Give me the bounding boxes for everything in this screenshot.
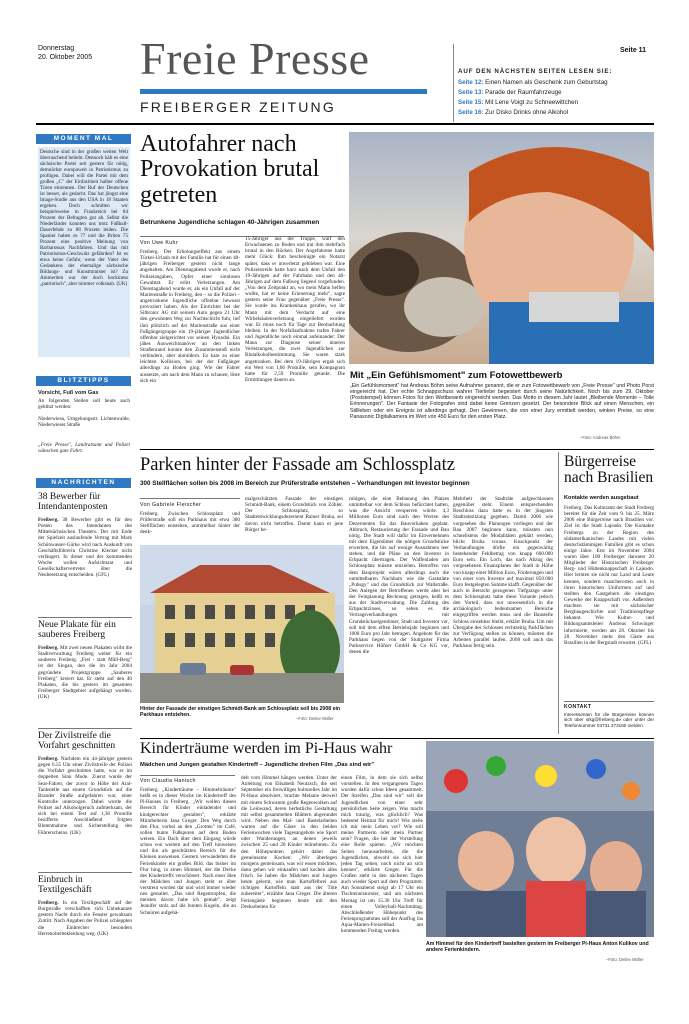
kontakt-label: KONTAKT xyxy=(564,704,592,710)
brasilien-subhead: Kontakte werden ausgebaut xyxy=(564,495,639,501)
contest-caption: „Ein Gefühlsmoment" hat Andreas Böhm seine Aufnahme genannt, die er zum Fotowettbewerb von „Freie Presse" und Photo Porst eingereicht hat. Der echte Schnappschuss wahrer Tierliebe begeistert durch seine Natürlichkeit. Noch bis zum 29. Oktober (Poststempel) können Fotos für den Wettbewerb eingereicht werden. Das Motto in diesem Jahr lautet „Bleibende Momente – Tolle Erinnerungen". Der Fantasie der Fotografen sind dabei keine Grenzen gesetzt. Der besondere Blick auf einen Menschen, ein Stillleben oder ein Ereignis ist allerdings gefragt. Den Gewinnern, die von einer Jury ermittelt werden, winken Preise, so eine Panasonic Digitalkamera im Wert von 450 Euro für den ersten Platz. xyxy=(350,383,654,420)
section-rule xyxy=(140,449,654,450)
masthead-blue-bar xyxy=(140,89,427,94)
divider xyxy=(564,701,654,702)
section-rule xyxy=(140,738,654,739)
news-title: Der Zivilstreife die Vorfahrt geschnitten xyxy=(38,731,116,751)
divider xyxy=(140,775,235,776)
blitztipps-label: BLITZTIPPS xyxy=(36,376,131,386)
blitztipps-heading: Vorsicht, Fuß vom Gas xyxy=(38,390,99,396)
lead-col-1: Freiberg. Der Erholungseffekt aus einem Türkei-Urlaub mit der Familie hat für einen 40-jährigen Freiberger gestern nicht lange angehalten. Am Dienstagabend wurde er, nach Polizeiangaben, Opfer einer sinnlosen Gewalttat. Er erlitt Verletzungen. Am Dienstagabend wurde er, als ein Unfall auf der Marienstraße in Freiberg, den – so die Polizei – angetrunkene Jugendliche offenbar bewusst provoziert haben. Als der Einrichter bei der Silbronic AG mit seinem Auto gegen 21 Uhr den gewohnten Weg zur Nachtschicht fuhr, lief ihm plötzlich auf der Marienstraße aus einer Fußgängergruppe ein 19-jähriger Jugendlicher offenbar zielgerichtet vor seinen Hyundai. Ein jähes Ausweichmanöver an den linken Straßenrand konnte den Zusammenstoß nicht verhindern, aber abmildern. Es kam zu einer leichten Kollision, bei der der Fußgänger allerdings zu Boden ging. Wie der Fahrer aussetzte, um nach dem Mann zu schauen, löste sich ein xyxy=(140,249,240,384)
kinder-caption: Am Himmel für den Kindertreff bastelten gestern im Freiberger Pi-Haus Anton Kulikov und andere Ferienkindern. xyxy=(426,941,649,953)
news-title: 38 Bewerber für Intendantenposten xyxy=(38,492,108,512)
building-icon xyxy=(140,545,344,703)
news-title: Neue Plakate für ein sauberes Freiberg xyxy=(38,620,116,640)
news-title: Einbruch in Textilgeschäft xyxy=(38,875,92,895)
kinder-credit: –Foto: Detlev Müller xyxy=(606,957,644,962)
masthead: Freie Presse xyxy=(140,33,370,84)
contest-credit: –Foto: Andreas Böhm xyxy=(580,435,621,440)
kinder-byline: Von Claudia Hanisch xyxy=(140,778,196,784)
issue-day: Donnerstag xyxy=(38,45,75,52)
page-number: Seite 11 xyxy=(620,47,647,54)
kontakt-text: Interessenten für die Bürgerreise können sich über stkg@freiberg.de oder unter der Telefonnummer 03731 273180 melden. xyxy=(564,712,654,728)
schloss-subhead: 300 Stellflächen sollen bis 2008 im Bereich zur Prüferstraße entstehen – Verhandlungen mit Investor beginnen xyxy=(140,480,470,487)
next-page-item[interactable]: Seite 16: Zur Disko Drinks ohne Alkohol xyxy=(458,109,569,116)
schloss-byline: Von Gabriele Fleischer xyxy=(140,502,202,508)
kinder-col-3: einen Film, in dem sie sich selbst vorstellen. In den vergangenen Tagen wurden dafür schon Ideen gesammelt. Der Streifen „Das sind wir" soll die Jugendlichen von einer sehr persönlichen Seite zeigen. Was macht mich traurig, was glücklich? Was bedeutet Heimat für mich? Wie stelle ich mir mein Leben vor? Wie soll meine Partnerin oder mein Partner sein? Fragen, die bei der Vorstellung eine Rolle spielen. „Wir möchten Seiten herausarbeiten, die die Jugendlichen, obwohl sie sich hier jeden Tag sehen, noch nicht an sich kennen", erklärte Greger. Für die Großen steht in den nächsten Tagen auch wieder Sport auf dem Programm: Am Sonnabend steigt ab 17 Uhr ein Tischtennisturnier, und am nächsten Montag ist um 15.30 Uhr Treff für einen Volleyball-Nachmittag. Abschließender Höhepunkt des Ferienprogrammes soll der Ausflug ins Aqua-Marien-Freizeitbad am kommenden Freitag werden. xyxy=(341,775,423,935)
next-page-item[interactable]: Seite 13: Parade der Raumfahrzeuge xyxy=(458,89,562,96)
lead-col-2: 15-Jähriger aus der Truppe, warf den Erwachsenen zu Boden und trat ihm mehrfach brutal in den Rücken. Der Angefahrene hatte mehr Glück: Ihm bescheinigte ein Notarzt später, dass er unverletzt geblieben war. Eine Polizeistreife hatte kurz nach dem Unfall den 19-Jährigen auf der Fahrbahn und den 40-Jährigen auf dem Fußweg liegend vorgefunden. „Von dem Zeitpunkt an, wo mein Mann helfen wollte, hat er keine Erinnerung mehr", sagte gestern seine Frau gegenüber „Freie Presse". Sie wurde ins Krankenhaus gerufen, wo ihr Mann mit dem Verdacht auf eine Wirbelsäulenverletzung eingeliefert worden war. Er muss noch für Tage zur Beobachtung bleiben. In der Notfallaufnahme trafen Fahrer und Jugendliche noch einmal aufeinander: Der Mann zur Diagnose seiner inneren Verletzungen, die zwei Jugendlichen zur Blutalkoholbestimmung. Sie waren stark angetrunken. Bei dem 19-Jährigen ergab sich ein Wert von 1,06 Promille, sein Kompagnon hatte für 2,59 Promille getankt. Die Ermittlungen dauern an. xyxy=(245,236,345,383)
kinder-col-2: delt vom Himmel hängen werden. Unter der Anleitung von Elisabeth Neutzsch, die seit September ein freiwilliges kulturelles Jahr im Pi-Haus absolviert, brachte Melanie derweil mit einem Schwamm große Regenwolken auf die Leinwand, deren herbstliche Gestaltung mit selbst gesammelten Blättern abgerundet wird. Neben den Mal- und Bastelarbeiten warten auf die Gäste in den beiden Ferienwochen viele Tagesangebote wie Sport oder Wanderungen, an denen jeweils zwischen 25 und 20 Kinder teilnehmen. Zu den Höhepunkten gehört dabei das gemeinsame Kochen: „Wir überlegen morgens gemeinsam, was wir essen möchten, dann gehen wir einkaufen und kochen alles frisch. So haben die Mädchen und Jungen heute gelernt, wie man Kartoffelbrei aus richtigen Kartoffeln statt aus der Tüte zubereitet", erzählte Jana Greger. Die älteren Feriengäste beginnen heute mit den Dreharbeiten für xyxy=(241,775,337,910)
blitztipps-intro: An folgenden Stellen soll heute auch geblitzt werden: xyxy=(38,398,130,411)
next-page-item[interactable]: Seite 15: Mit Lene Voigt zu Schneewittchen xyxy=(458,99,579,106)
brasilien-text: Freiberg. Das Kulturamt der Stadt Freiberg bereitet für die Zeit vom 9. bis 25. März 2006 eine Bürgerreise nach Brasilien vor. Ziel ist die Stadt Lajeado. Die Kontakte Freibergs zu der Region des südamerikanischen Landes mit vielen deutschstämmigen Familien gibt es schon einige Jahre. Erst im November 2004 waren über 100 Freiberger darunter 20 Mitglieder der Historischen Freiberger Berg- und Hüttenknappschaft in Lajeado. Hier lernten sie nicht nur Land und Leute kennen, sondern mancherorten auch in ihren historischen Uniformen auf und stellten den Gastgebern die einstigen Gewerke der Knappschaft vor. Außerdem machten sie mit sächsischer Bergbaugeschichte und Traditionspflege bekannt. Wie Kultur- und Bildungsamtsleiter Andreas Schwinger informierte, werden am 28. Oktober bis 28. November mehr den Gäste aus Brasilien in der Bergstadt erwartet. (GFL) xyxy=(564,505,654,646)
divider xyxy=(38,872,132,873)
divider xyxy=(38,728,132,729)
lead-subhead: Betrunkene Jugendliche schlagen 40-Jährigen zusammen xyxy=(140,219,320,226)
kinder-headline: Kinderträume werden im Pi-Haus wahr xyxy=(140,740,393,757)
news-body: Freiberg. In ein Textilgeschäft auf der Burgstraße verschafften sich Unbekannte gestern Nacht durch ein Fenster gewaltsam Zutritt. Nach Angaben der Polizei schleppten die Einbrecher besonders Herrenoberbekleidung weg. (UK) xyxy=(38,900,132,937)
kinder-subhead: Mädchen und Jungen gestalten Kindertreff – Jugendliche drehen Film „Das sind wir" xyxy=(140,762,375,768)
next-pages-list xyxy=(458,78,608,118)
lead-byline: Von Uwe Kuhr xyxy=(140,240,178,246)
children-icon xyxy=(426,741,654,937)
brasilien-headline: Bürgerreise nach Brasilien xyxy=(564,453,654,487)
divider xyxy=(38,617,132,618)
news-body: Freiberg. Nachdem ein 44-jähriger gestern gegen 6.55 Uhr einer Zivilstreife der Polizei die Vorfahrt geschnitten hatte, war er im doppelten Sinn Mode. Zuerst wurde der Seat-Fahrer, der zuvor in Höhe der Aral-Tankstelle aus einem Grundstück auf die Brander Straße aufgefahren war, einer Kontrolle unterzogen. Dabei wurde die Polizei auf Alkoholgeruch aufmerksam, der sich bei einem Test auf 1,36 Promille bezifferte. Anschließend folgten Blutentnahme und Sicherstellung des Führerscheins. (UK) xyxy=(38,756,132,836)
blitztipps-note: „Freie Presse", Landratsamt und Polizei wünschen gute Fahrt. xyxy=(38,442,130,455)
schloss-col-3: ruhigen, die eine Bebauung des Platzes unmittelbar vor dem Schloss befürchtet hatten, was die Ansicht versperren würde. 4,3 Millionen Euro sind nach den Worten des Dezernenten für das Bauvorhaben geplant. Abbruch, Restaurierung der Fassade und Bau nötig. Die Stadt will dafür im Einvernehmen mit dem Eigentümer die nötigen Grundstücke erwerben, die bis auf wenige Ausnahmen leer stehen, und die Pläne an den Investor in Erbpacht übertragen. Der Waffenladen am Schlossplatz müsste umziehen. Betroffen von dem Bauprojekt wären allerdings auch die unmittelbaren Nachbarn wie die Gaststätte „Pubsgy" und das Grundstück zur Wallstraße. Den Anlegen der Betroffenen werde aber bei der Feinplanung Rechnung getragen, heißt es aus der Stadtverwaltung. Die Zahlung des Erbpachtzinses, so sehen es die Vertragsverhandlungen mit Grundstückseigentümer, Stadt und Investor vor, soll mit dem elften Betriebsjahr beginnen und 1000 Euro pro Jahr betragen. Angebote für das Parkhaus liegen von der Stuttgarter Firma Parkservice Hüfner GmbH & Co KG vor, denen die xyxy=(349,496,449,656)
news-body: Freiberg. 38 Bewerber gibt es für den Posten des Intendanten des Mittelsächsischen Theaters. Der mit Ende der Spielzeit auslaufende Vertrag mit Mark Schönwasser-Gürke wird nach Auskunft von Geschäftsführerin Christine Klecker nicht verlängert. In dieser und der kommenden Woche wollen Aufsichtsrat und Gesellschaftervertreter über die Neubesetzung entscheiden. (GFL) xyxy=(38,517,132,579)
moment-mal-label: MOMENT MAL xyxy=(36,134,131,144)
schloss-headline: Parken hinter der Fassade am Schlossplatz xyxy=(140,455,455,475)
lead-headline: Autofahrer nach Provokation brutal getreten xyxy=(140,131,320,208)
news-body: Freiberg. Mit zwei neuen Plakaten wirbt die Stadtverwaltung Freiberg weiter für ein sauberes Freiberg. „Frei - statt Müll-Berg" ist der Slogan, den die im Jahr 2004 gegründete Projektgruppe „Sauberes Freiberg" kreiert hat. Er steht auf den 40 Plakaten, die bis gestern im gesamten Freiberger Stadtgebiet aufgehängt wurden. (UK) xyxy=(38,645,132,700)
contest-title: Mit „Ein Gefühlsmoment" zum Fotowettbewerb xyxy=(350,370,563,381)
schloss-caption: Hinter der Fassade der einstigen Schmidt-Bank am Schlossplatz soll bis 2008 ein Parkhaus entstehen. xyxy=(140,706,341,718)
moment-mal-text: Deutsche sind in der großen weiten Welt überraschend beliebt. Dennoch hält es eine sächsische Partei seit gestern für nötig, demnächst europaweit in Patriotismus zu prolligen. Dabei will die Partei mit dem großen „C" der Einfachheit halber offene Türen einrennen. Der Ruf der Deutschen ist besser, als gedacht. Das hat jüngst eine Image-Studie aus den USA in 18 Staaten ergeben. Doch schnitten wir beispielsweise in Frankreich bei 84 Prozent der Befragten gut ab. Selbst die Niederländer konnten uns trotz Fußball-Dauerfehde zu 88 Prozent leiden. Die Spanier haben es 77 und die Briten 75 Prozent eine positive Meinung von Barbarossas Nachfahren. Und das mit Patriotismus-Geschwätz gefährden? Ist es etwa keine Gefahr, wenn der Vater des Gedankens der ehemalige sächsische Bildungs- und Kunstminister ist? Zu Ammeriten war der doch bockiness „patriotisch", aber nimmer volksnah. (UK) xyxy=(38,147,130,357)
schloss-col-4: Mehrheit der Stadträte aufgeschlossen gegenüber steht. Einem entsprechenden Beschluss dazu hatte es in der jüngsten Stadtratssitzung gegeben. Damit 2006 wie vorgesehen die Planungen vorliegen und der Bau 2007 beginnen kann, müssten nun schnellstens die Modalitäten geklärt werden, blickt Bruha voraus. Knackpunkt der Verhandlungen dürfte ein gegenwärtig bestehender Fehlbetrag von knapp 600.000 Euro sein. Ein Loch, das nach Abzug des vorgesehenen Finanzplanes der Stadt in Höhe von knapp einer Million Euro, Förderungen und von einer vom Investor auf maximal 850.000 Euro festgelegten Summe klafft. Gegenüber der auch in Betracht gezogenen Tiefgarage unter dem Schlossplatz habe diese Variante jedoch den Vorteil, dass nur unwesentlich in die archäologisch bedeutsamen Bereiche eingegriffen werden muss und die Baustelle Schloss einsehbar bleibt, erklärt Bruha. Um mit Übergabe des Schlosses rechtzeitig Parkflächen zur Verfügung stellen zu können, müssten die Arbeiten parallel laufen. 2008 soll auch das Parkhaus fertig sein. xyxy=(453,496,553,649)
header-bottom-rule xyxy=(36,123,654,125)
next-page-item[interactable]: Seite 12: Einen Namen als Geschenk zum Geburtstag xyxy=(458,79,608,86)
schloss-col-2: malgeschützten Fassade der einstigen Schmidt-Bank, einem Grundstück von Zöhler. Der Schlossplatz, so Stadtentwicklungsdezernent Rainer Bruha, sei davon nicht betroffen. Damit kann er jene Bürger be- xyxy=(245,496,343,533)
masthead-subtitle: FREIBERGER ZEITUNG xyxy=(140,99,336,115)
contest-photo xyxy=(349,132,654,364)
vertical-rule xyxy=(558,452,559,734)
dog-and-girl-icon xyxy=(349,132,654,364)
schloss-col-1: Freiberg. Zwischen Schlossplatz und Prüferstraße soll ein Parkhaus mit etwa 300 Stellflächen entstehen, unmittelbar hinter der denk- xyxy=(140,511,240,536)
kinder-photo xyxy=(426,741,654,937)
kinder-col-1: Freiberg. „Kinderträume – Himmelträume" heißt es in dieser Woche im Kindertreff des Pi-Hauses in Freiberg. „Wir wollen diesen Bereich für Kinder einladender und kindgerechter gestalten", erklärte Mitarbeiterin Jana Greger. Den Weg durch den Flur, vorbei an den „Grotten" im Café, sollen bunte Fußspuren auf dem Boden weisen. Ein Dach über dem Eingang würde schon von weitem auf den Treff hinweisen und ihn als geschützten Bereich für die Kleinen ausweisen. Gestern verwandelten die Ferienkinder ein großes Bild, das bisher im Flur hing, in einen Himmel, der die Decke des Kindertreffs verschönert. Nach einer Idee der Mädchen und Jungen steht er über verstreut worden dar und wird immer wieder neu gestaltet. „Das sind Regentropfen, die meisten davon habe ich gemalt", zeigt Jennifer stolz auf die bunten Kugeln, die an Schnüren aufgehä- xyxy=(140,787,236,916)
nachrichten-label: NACHRICHTEN xyxy=(36,478,131,488)
divider xyxy=(140,498,240,499)
next-pages-title: AUF DEN NÄCHSTEN SEITEN LESEN SIE: xyxy=(458,68,613,75)
schloss-credit: –Foto: Detlev Müller xyxy=(296,716,334,721)
blitztipps-places: Niederwiesa, Umgehungsstr. Lichtenwalde, Niederwieser Straße xyxy=(38,416,130,429)
schloss-photo xyxy=(140,545,344,703)
issue-date: 20. Oktober 2005 xyxy=(38,54,93,61)
header-vertical-rule xyxy=(453,44,454,122)
